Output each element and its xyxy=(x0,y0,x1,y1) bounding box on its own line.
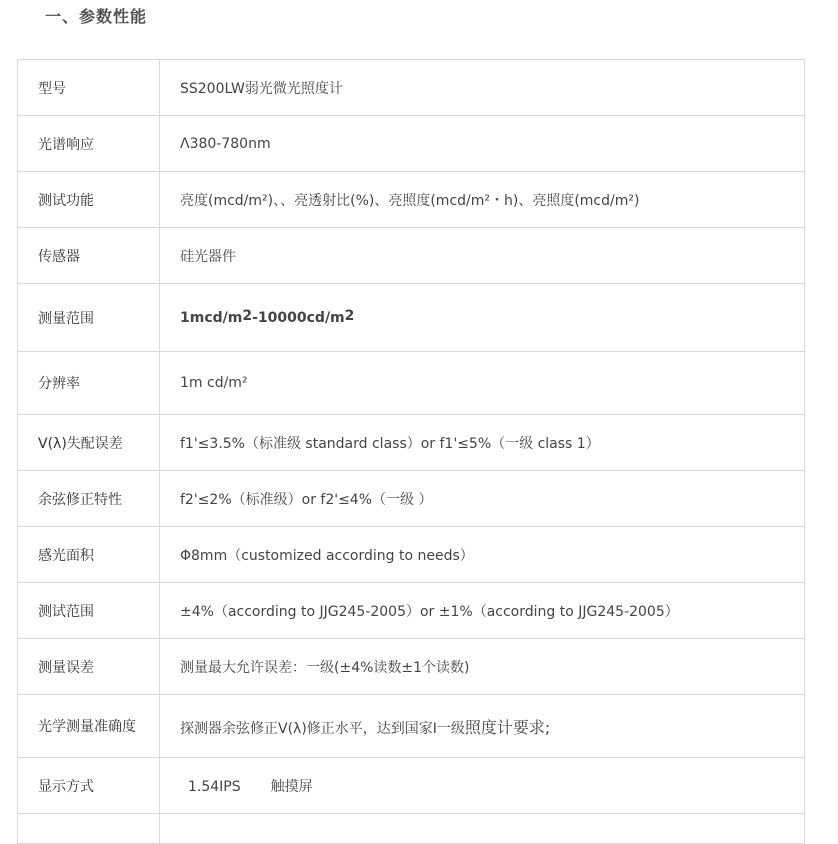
spec-label-test-function: 测试功能 xyxy=(18,172,160,228)
table-row xyxy=(18,695,805,758)
spec-value-display xyxy=(160,758,805,814)
table-row xyxy=(18,471,805,527)
spec-label-vlambda-error: V(λ)失配误差 xyxy=(18,415,160,471)
range-superscript: 2 xyxy=(344,307,355,324)
spec-value-test-function: 亮度(mcd/m²)、、亮透射比(%)、亮照度(mcd/m²・h)、亮照度(mcd/m²) xyxy=(160,172,805,228)
optical-accuracy-text: 探测器余弦修正V(λ)修正水平，达到国家I一级 xyxy=(180,720,465,737)
spec-value-sensor: 硅光器件 xyxy=(160,228,805,284)
spec-value-measurement-error: 测量最大允许误差：一级(±4%读数±1个读数) xyxy=(160,639,805,695)
section-title: 一、参数性能 xyxy=(45,7,148,26)
spec-label-empty xyxy=(18,814,160,844)
spec-label-sensor: 传感器 xyxy=(18,228,160,284)
spec-label-sensing-area: 感光面积 xyxy=(18,527,160,583)
table-row xyxy=(18,639,805,695)
spec-label-optical-accuracy: 光学测量准确度 xyxy=(18,695,160,758)
spec-value-empty xyxy=(160,814,805,844)
table-row xyxy=(18,758,805,814)
table-row xyxy=(18,284,805,352)
range-part-max: -10000cd/m xyxy=(252,309,345,326)
table-row xyxy=(18,527,805,583)
spec-table xyxy=(17,59,805,844)
table-row xyxy=(18,583,805,639)
table-row xyxy=(18,116,805,172)
optical-accuracy-text-large: 照度计要求; xyxy=(464,717,551,737)
table-row xyxy=(18,352,805,415)
range-part-min: 1mcd/m xyxy=(180,309,243,326)
table-row xyxy=(18,228,805,284)
spec-label-spectral-response: 光谱响应 xyxy=(18,116,160,172)
spec-label-model: 型号 xyxy=(18,60,160,116)
spec-label-cosine-correction: 余弦修正特性 xyxy=(18,471,160,527)
spec-value-cosine-correction: f2'≤2%（标准级）or f2'≤4%（一级 ） xyxy=(160,471,805,527)
table-row xyxy=(18,415,805,471)
spec-value-spectral-response: Λ380-780nm xyxy=(160,116,805,172)
spec-label-display: 显示方式 xyxy=(18,758,160,814)
spec-value-vlambda-error: f1'≤3.5%（标准级 standard class）or f1'≤5%（一级 class 1） xyxy=(160,415,805,471)
table-row xyxy=(18,172,805,228)
spec-value-model: SS200LW弱光微光照度计 xyxy=(160,60,805,116)
display-type: 触摸屏 xyxy=(270,778,313,795)
spec-value-sensing-area: Φ8mm（customized according to needs） xyxy=(160,527,805,583)
spec-label-measurement-error: 测量误差 xyxy=(18,639,160,695)
table-row xyxy=(18,814,805,844)
spec-label-test-range: 测试范围 xyxy=(18,583,160,639)
spec-value-measurement-range xyxy=(160,284,805,352)
table-row xyxy=(18,60,805,116)
display-size: 1.54IPS xyxy=(188,778,241,795)
range-superscript: 2 xyxy=(242,307,253,324)
spec-label-measurement-range: 测量范围 xyxy=(18,284,160,352)
spec-value-optical-accuracy xyxy=(160,695,805,758)
spec-value-test-range: ±4%（according to JJG245-2005）or ±1%（according to JJG245-2005） xyxy=(160,583,805,639)
spec-value-resolution: 1m cd/m² xyxy=(160,352,805,415)
spec-label-resolution: 分辨率 xyxy=(18,352,160,415)
